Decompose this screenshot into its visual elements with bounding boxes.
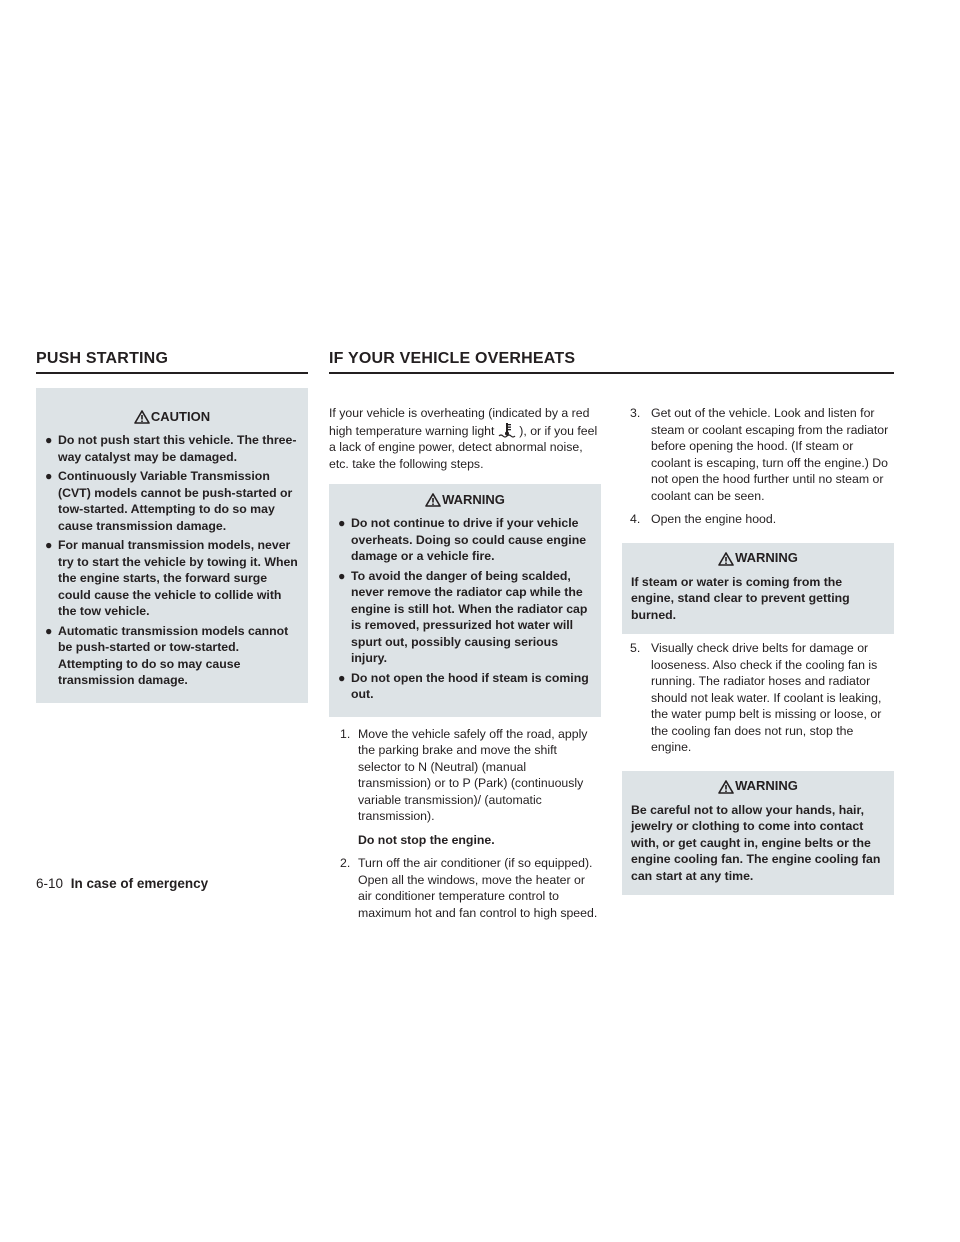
caution-box (36, 388, 308, 703)
heading-rule-left (36, 372, 308, 374)
step-4: 4. Open the engine hood. (630, 512, 777, 526)
warning-title (631, 778, 885, 796)
step-5: 5. Visually check drive belts for damage or looseness. Also check if the cooling fan is running. The radiator hoses and radiator should not leak water. If coolant is leaking, the water pump belt is missing or loose, or the cooling fan does not run, stop the engine. (630, 641, 882, 754)
step-2: 2. Turn off the air conditioner (if so equipped). Open all the windows, move the heater or air conditioner temperature control to maximum hot and fan control to high speed. (340, 856, 598, 920)
warning-triangle-icon (425, 493, 441, 507)
caution-title-text: CAUTION (150, 408, 211, 424)
page-number: 6-10 (36, 876, 64, 891)
warning-title-text: WARNING (735, 550, 798, 566)
section-heading-push-starting: PUSH STARTING (36, 350, 169, 367)
temperature-warning-icon (498, 422, 516, 438)
section-heading-overheats: IF YOUR VEHICLE OVERHEATS (329, 350, 576, 367)
warning-triangle-icon (718, 552, 734, 566)
column-left (36, 388, 308, 703)
warning-box-3 (622, 771, 894, 896)
column-right (622, 405, 894, 895)
step-3: 3. Get out of the vehicle. Look and listen for steam or coolant escaping from the radiator before opening the hood. (If steam or coolant is escaping, turn off the engine.) Do not open the hood further until no steam or coolant can be seen. (630, 406, 889, 503)
warning-item: ● Do not open the hood if steam is coming out. (338, 670, 589, 701)
heading-rule-right (329, 372, 894, 374)
warning-item: ● To avoid the danger of being scalded, never remove the radiator cap while the engine is still hot. When the radiator cap is removed, pressurized hot water will spurt out, possibly causing serious injury. (338, 568, 588, 665)
caution-item: ● For manual transmission models, never try to start the vehicle by towing it. When the engine starts, the forward surge could cause the vehicle to collide with the tow vehicle. (45, 538, 298, 618)
warning-title (338, 491, 592, 509)
warning-triangle-icon (718, 780, 734, 794)
warning-title-text: WARNING (735, 778, 798, 794)
column-middle (329, 405, 601, 928)
warning-3-text: Be careful not to allow your hands, hair, jewelry or clothing to come into contact with, or get caught in, engine belts or the engine cooling fan. The engine cooling fan can start at any time. (631, 802, 881, 883)
step-1-note: Do not stop the engine. (358, 832, 495, 847)
warning-title-text: WARNING (442, 491, 505, 507)
intro-paragraph: If your vehicle is overheating (indicated by a red high temperature warning light ), or if you feel a lack of engine power, detect abnormal noise, etc. take the following steps. (329, 406, 598, 471)
caution-item: ● Automatic transmission models cannot be push-started or tow-started. Attempting to do so may cause transmission damage. (45, 623, 289, 687)
warning-item: ● Do not continue to drive if your vehicle overheats. Doing so could cause engine damage or a vehicle fire. (338, 516, 587, 563)
warning-box-2 (622, 543, 894, 635)
caution-item: ● Continuously Variable Transmission (CVT) models cannot be push-started or tow-started. Attempting to do so may cause transmission damage. (45, 469, 293, 533)
caution-title (45, 408, 299, 426)
warning-box-1 (329, 484, 601, 717)
warning-2-text: If steam or water is coming from the engine, stand clear to prevent getting burned. (631, 574, 850, 622)
caution-item: ● Do not push start this vehicle. The three-way catalyst may be damaged. (45, 433, 297, 464)
page-footer (36, 876, 208, 891)
warning-triangle-icon (134, 410, 150, 424)
warning-title (631, 550, 885, 568)
step-1: 1. Move the vehicle safely off the road, apply the parking brake and move the shift selector to N (Neutral) (manual transmission) or to P (Park) (continuously variable transmission)/ (automatic transmission). Do not stop the engine. (329, 726, 601, 849)
chapter-title: In case of emergency (70, 876, 209, 891)
